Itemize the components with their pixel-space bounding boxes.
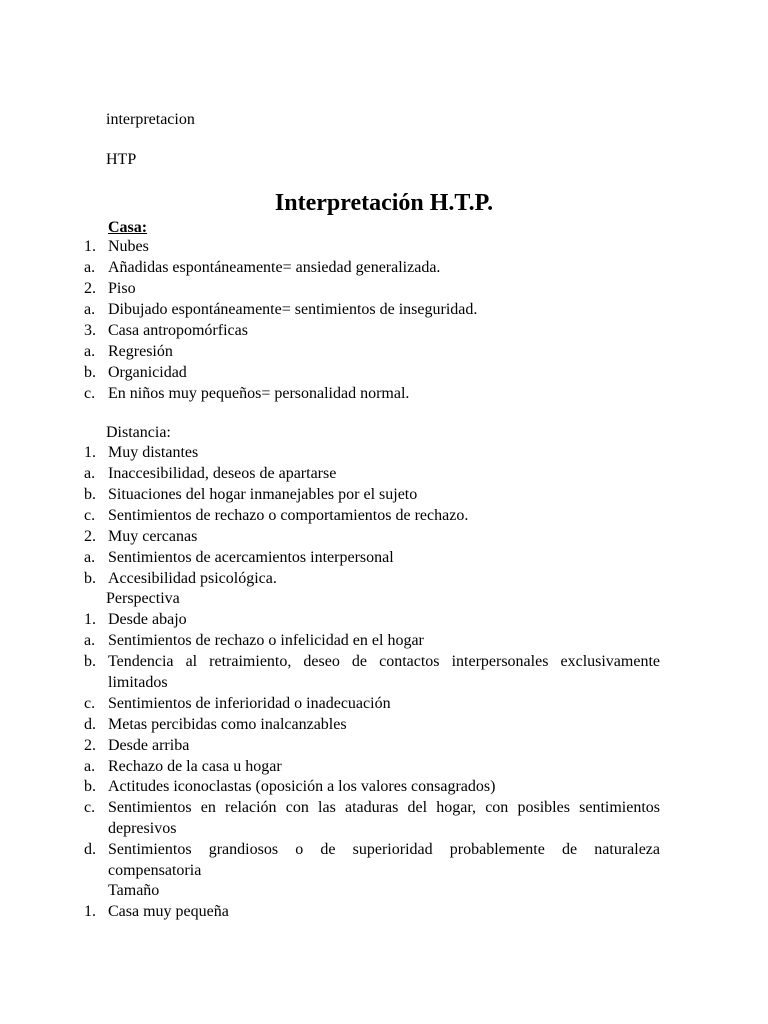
list-item <box>0 861 768 882</box>
list-text: Muy distantes <box>108 444 199 461</box>
list-item <box>0 631 768 652</box>
list-item <box>0 610 768 631</box>
list-item <box>0 300 768 321</box>
header-text-interpretacion: interpretacion <box>106 111 195 128</box>
list-marker: b. <box>84 570 96 587</box>
list-text: Actitudes iconoclastas (oposición a los valores consagrados) <box>108 778 496 795</box>
list-text: Situaciones del hogar inmanejables por el sujeto <box>108 486 418 503</box>
list-marker: a. <box>84 301 96 318</box>
list-marker: 2. <box>84 280 96 297</box>
list-text: En niños muy pequeños= personalidad normal. <box>108 385 410 402</box>
list-item <box>0 840 768 861</box>
header-text-htp: HTP <box>106 151 137 168</box>
list-item <box>0 506 768 527</box>
list-item <box>0 279 768 300</box>
list-item <box>0 527 768 548</box>
list-marker: 1. <box>84 903 96 920</box>
list-marker: 3. <box>84 322 96 339</box>
list-item <box>0 464 768 485</box>
list-item <box>0 384 768 405</box>
list-item <box>0 485 768 506</box>
list-text: limitados <box>108 674 168 691</box>
list-text: Dibujado espontáneamente= sentimientos de inseguridad. <box>108 301 478 318</box>
list-marker: c. <box>84 695 96 712</box>
list-item <box>0 237 768 258</box>
list-text: Organicidad <box>108 364 187 381</box>
list-text: Rechazo de la casa u hogar <box>108 758 282 775</box>
list-item <box>0 694 768 715</box>
list-marker: c. <box>84 507 96 524</box>
list-marker: b. <box>84 486 96 503</box>
list-text: Metas percibidas como inalcanzables <box>108 716 347 733</box>
list-marker: a. <box>84 549 96 566</box>
list-item <box>0 902 768 923</box>
list-item <box>0 342 768 363</box>
list-text: Sentimientos grandiosos o de superioridad probablemente de naturaleza <box>108 841 660 858</box>
list-text: Casa muy pequeña <box>108 903 229 920</box>
list-item <box>0 569 768 590</box>
list-marker: d. <box>84 841 96 858</box>
list-marker: b. <box>84 364 96 381</box>
list-text: Casa antropomórficas <box>108 322 248 339</box>
list-text: Tendencia al retraimiento, deseo de contactos interpersonales exclusivamente <box>108 653 660 670</box>
list-marker: a. <box>84 465 96 482</box>
list-item <box>0 258 768 279</box>
list-marker: b. <box>84 778 96 795</box>
list-item <box>0 736 768 757</box>
list-item <box>0 652 768 673</box>
list-text: Inaccesibilidad, deseos de apartarse <box>108 465 337 482</box>
list-marker: b. <box>84 653 96 670</box>
list-item <box>0 443 768 464</box>
list-item <box>0 819 768 840</box>
list-marker: a. <box>84 343 96 360</box>
section-heading-perspectiva: Perspectiva <box>106 590 180 607</box>
list-marker: a. <box>84 758 96 775</box>
list-marker: 1. <box>84 444 96 461</box>
list-marker: 2. <box>84 737 96 754</box>
list-text: Sentimientos en relación con las ataduras del hogar, con posibles sentimientos <box>108 799 660 816</box>
list-marker: c. <box>84 385 96 402</box>
list-item <box>0 363 768 384</box>
list-marker: a. <box>84 632 96 649</box>
list-marker: 1. <box>84 611 96 628</box>
list-item <box>0 321 768 342</box>
list-text: Desde abajo <box>108 611 187 628</box>
list-item <box>0 548 768 569</box>
list-marker: 1. <box>84 238 96 255</box>
section-heading-tamano: Tamaño <box>108 882 160 899</box>
list-marker: d. <box>84 716 96 733</box>
list-text: depresivos <box>108 820 177 837</box>
list-text: Añadidas espontáneamente= ansiedad generalizada. <box>108 259 441 276</box>
list-marker: a. <box>84 259 96 276</box>
list-item <box>0 673 768 694</box>
list-text: Sentimientos de acercamientos interpersonal <box>108 549 394 566</box>
list-text: Accesibilidad psicológica. <box>108 570 277 587</box>
list-text: Nubes <box>108 238 149 255</box>
section-heading-distancia: Distancia: <box>106 424 171 441</box>
list-item <box>0 715 768 736</box>
list-text: Regresión <box>108 343 173 360</box>
list-text: compensatoria <box>108 862 202 879</box>
section-heading-casa: Casa: <box>108 219 148 236</box>
list-item <box>0 798 768 819</box>
list-text: Sentimientos de inferioridad o inadecuación <box>108 695 391 712</box>
list-item <box>0 777 768 798</box>
list-text: Sentimientos de rechazo o comportamientos de rechazo. <box>108 507 469 524</box>
list-text: Muy cercanas <box>108 528 198 545</box>
list-marker: 2. <box>84 528 96 545</box>
list-text: Piso <box>108 280 136 297</box>
list-marker: c. <box>84 799 96 816</box>
list-text: Sentimientos de rechazo o infelicidad en el hogar <box>108 632 424 649</box>
list-text: Desde arriba <box>108 737 190 754</box>
list-item <box>0 757 768 778</box>
document-title: Interpretación H.T.P. <box>274 190 494 216</box>
